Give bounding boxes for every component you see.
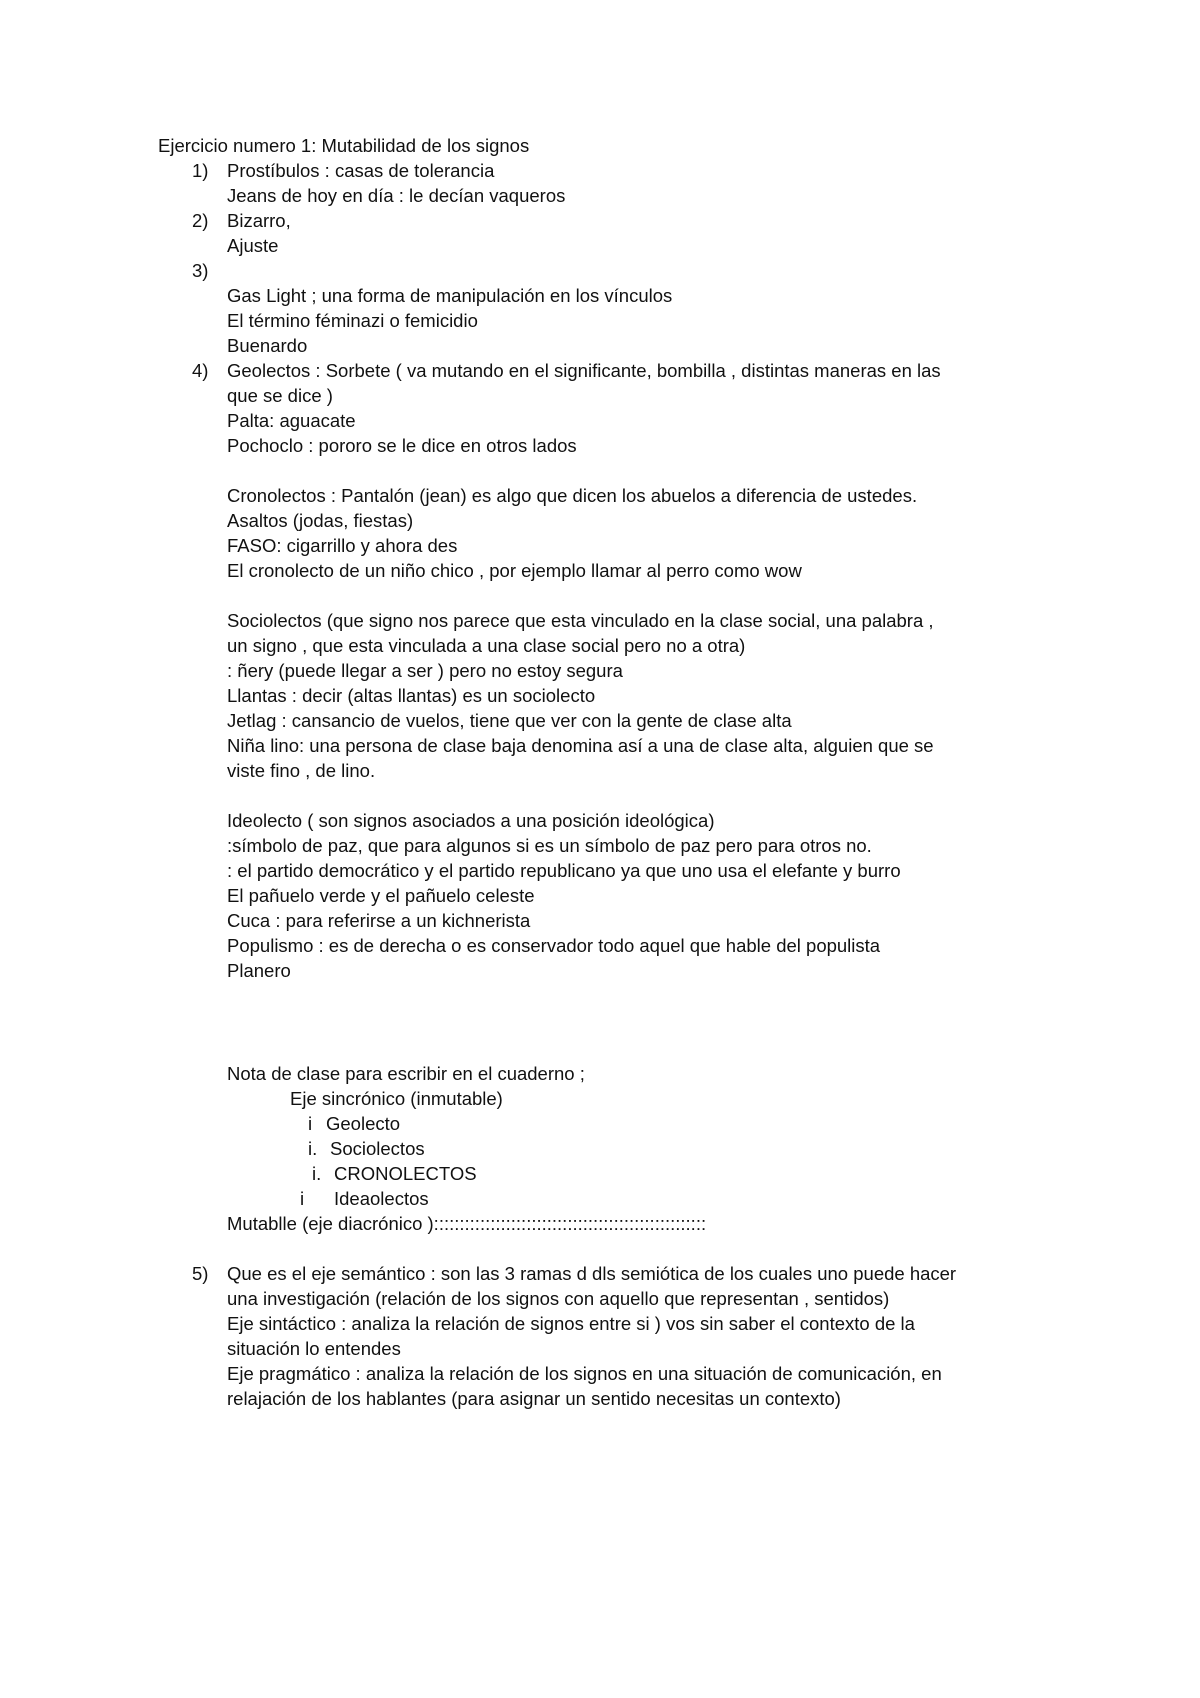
list-item-line: una investigación (relación de los signos con aquello que representan , sentidos) xyxy=(227,1288,890,1309)
document-title: Ejercicio numero 1: Mutabilidad de los signos xyxy=(158,135,530,156)
subitem-marker: i xyxy=(308,1113,313,1134)
eje-sincronico: Eje sincrónico (inmutable) xyxy=(290,1088,503,1109)
list-item-line: Prostíbulos : casas de tolerancia xyxy=(227,160,495,181)
cronolectos-line: Cronolectos : Pantalón (jean) es algo que dicen los abuelos a diferencia de ustedes. xyxy=(227,485,918,506)
sociolectos-line: Jetlag : cansancio de vuelos, tiene que ver con la gente de clase alta xyxy=(227,710,792,731)
subitem-marker: i xyxy=(300,1188,305,1209)
sociolectos-line: Niña lino: una persona de clase baja denomina así a una de clase alta, alguien que se xyxy=(227,735,934,756)
list-number-4: 4) xyxy=(192,360,209,381)
list-item-line: Gas Light ; una forma de manipulación en los vínculos xyxy=(227,285,673,306)
cronolectos-line: El cronolecto de un niño chico , por ejemplo llamar al perro como wow xyxy=(227,560,802,581)
nota-heading: Nota de clase para escribir en el cuaderno ; xyxy=(227,1063,585,1084)
mutable-line: Mutablle (eje diacrónico )::::::::::::::::::::::::::::::::::::::::::::::::::::: xyxy=(227,1213,707,1234)
cronolectos-line: FASO: cigarrillo y ahora des xyxy=(227,535,458,556)
sociolectos-line: Llantas : decir (altas llantas) es un sociolecto xyxy=(227,685,596,706)
list-number-2: 2) xyxy=(192,210,209,231)
geolectos-line: Pochoclo : pororo se le dice en otros lados xyxy=(227,435,577,456)
sociolectos-line: un signo , que esta vinculada a una clase social pero no a otra) xyxy=(227,635,746,656)
subitem-label: Geolecto xyxy=(326,1113,401,1134)
sociolectos-line: viste fino , de lino. xyxy=(227,760,376,781)
cronolectos-line: Asaltos (jodas, fiestas) xyxy=(227,510,414,531)
ideolecto-line: : el partido democrático y el partido republicano ya que uno usa el elefante y burro xyxy=(227,860,901,881)
list-item-line: Bizarro, xyxy=(227,210,291,231)
geolectos-line: Palta: aguacate xyxy=(227,410,356,431)
list-item-line: Eje sintáctico : analiza la relación de signos entre si ) vos sin saber el contexto de la xyxy=(227,1313,915,1334)
list-item-line: El término féminazi o femicidio xyxy=(227,310,478,331)
list-number-1: 1) xyxy=(192,160,209,181)
subitem-label: Sociolectos xyxy=(330,1138,425,1159)
geolectos-line: que se dice ) xyxy=(227,385,333,406)
list-item-line: Eje pragmático : analiza la relación de los signos en una situación de comunicación, en xyxy=(227,1363,942,1384)
ideolecto-line: Planero xyxy=(227,960,291,981)
subitem-label: Ideaolectos xyxy=(334,1188,429,1209)
subitem-marker: i. xyxy=(312,1163,322,1184)
list-number-3: 3) xyxy=(192,260,209,281)
sociolectos-line: Sociolectos (que signo nos parece que esta vinculado en la clase social, una palabra , xyxy=(227,610,934,631)
sociolectos-line: : ñery (puede llegar a ser ) pero no estoy segura xyxy=(227,660,623,681)
ideolecto-line: Ideolecto ( son signos asociados a una posición ideológica) xyxy=(227,810,715,831)
ideolecto-line: Cuca : para referirse a un kichnerista xyxy=(227,910,531,931)
ideolecto-line: El pañuelo verde y el pañuelo celeste xyxy=(227,885,535,906)
subitem-marker: i. xyxy=(308,1138,318,1159)
ideolecto-line: Populismo : es de derecha o es conservador todo aquel que hable del populista xyxy=(227,935,881,956)
geolectos-line: Geolectos : Sorbete ( va mutando en el significante, bombilla , distintas maneras en las xyxy=(227,360,941,381)
list-item-line: Jeans de hoy en día : le decían vaqueros xyxy=(227,185,566,206)
list-item-line: Ajuste xyxy=(227,235,279,256)
list-item-line: Buenardo xyxy=(227,335,308,356)
list-number-5: 5) xyxy=(192,1263,209,1284)
list-item-line: Que es el eje semántico : son las 3 ramas d dls semiótica de los cuales uno puede hacer xyxy=(227,1263,957,1284)
list-item-line: situación lo entendes xyxy=(227,1338,401,1359)
subitem-label: CRONOLECTOS xyxy=(334,1163,477,1184)
ideolecto-line: :símbolo de paz, que para algunos si es un símbolo de paz pero para otros no. xyxy=(227,835,872,856)
list-item-line: relajación de los hablantes (para asignar un sentido necesitas un contexto) xyxy=(227,1388,841,1409)
